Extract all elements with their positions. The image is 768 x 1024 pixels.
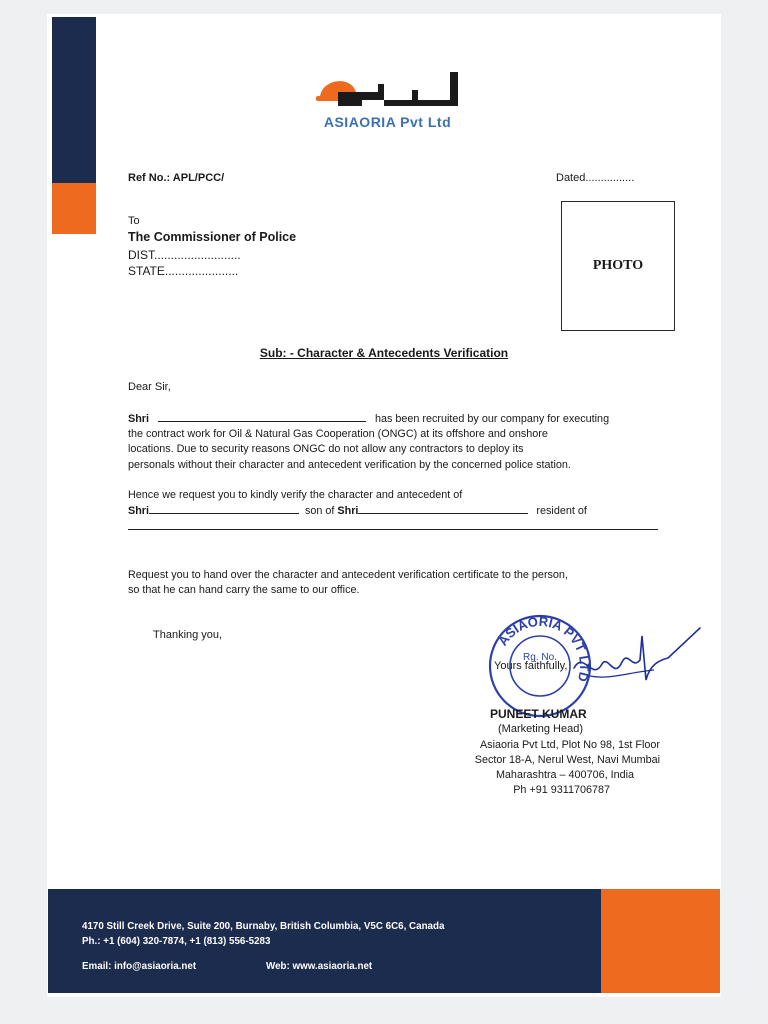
photo-box: [561, 201, 675, 331]
footer-email: Email: info@asiaoria.net: [82, 961, 197, 972]
footer-phone: Ph.: +1 (604) 320-7874, +1 (813) 556-5283: [82, 936, 271, 947]
salutation: Dear Sir,: [128, 381, 171, 393]
name-blank: [158, 411, 366, 422]
photo-label: PHOTO: [592, 258, 644, 273]
para1-line1: [128, 411, 668, 427]
thanking-you: Thanking you,: [153, 629, 223, 641]
paragraph-handover: [128, 568, 668, 598]
shri-label-3: Shri: [337, 505, 359, 518]
resident-of-label: resident of: [536, 505, 587, 518]
para1-text: has been recruited by our company for executing: [375, 413, 610, 425]
address-line-1: Asiaoria Pvt Ltd, Plot No 98, 1st Floor: [479, 739, 660, 751]
company-name: ASIAORIA Pvt Ltd: [323, 114, 452, 130]
footer-address: 4170 Still Creek Drive, Suite 200, Burnaby, British Columbia, V5C 6C6, Canada: [82, 921, 445, 932]
shri-label: Shri: [128, 413, 149, 425]
footer-orange-block: [601, 889, 720, 993]
addressee-state: STATE......................: [128, 264, 239, 278]
paragraph-recruitment: [128, 411, 668, 473]
addressee-title: The Commissioner of Police: [128, 230, 297, 244]
signatory-address: [420, 738, 660, 798]
subject-line: Sub: - Character & Antecedents Verification: [259, 346, 509, 360]
para3-line1: Request you to hand over the character and antecedent verification certificate to the person,: [128, 569, 568, 581]
side-stripe-orange: [52, 183, 96, 234]
dated-field: Dated................: [556, 172, 635, 184]
address-blank-line: [128, 529, 658, 530]
para3-line2: so that he can hand carry the same to our office.: [128, 584, 360, 597]
para2-line2: [128, 503, 668, 519]
son-of-label: son of: [305, 505, 335, 518]
para1-line3: locations. Due to security reasons ONGC do not allow any contractors to deploy its: [128, 443, 524, 456]
paragraph-request: [128, 488, 668, 530]
stamp-center-text: Rg. No.: [523, 652, 557, 663]
para1-line2: the contract work for Oil & Natural Gas Cooperation (ONGC) at its offshore and onshore: [128, 428, 548, 441]
candidate-name-blank: [149, 503, 299, 514]
phone-number: Ph +91 9311706787: [513, 784, 610, 796]
signatory-designation: (Marketing Head): [498, 723, 583, 735]
to-label: To: [128, 215, 140, 227]
para2-line1: Hence we request you to kindly verify the character and antecedent of: [128, 489, 463, 501]
signature: [570, 620, 705, 700]
yours-faithfully: Yours faithfully,: [494, 660, 568, 672]
footer-web: Web: www.asiaoria.net: [266, 961, 373, 972]
addressee-dist: DIST..........................: [128, 248, 241, 262]
shri-label-2: Shri: [128, 505, 149, 518]
address-line-3: Maharashtra – 400706, India: [495, 769, 634, 781]
signatory-name: PUNEET KUMAR: [490, 707, 587, 721]
side-stripe-navy: [52, 17, 96, 183]
stamp-ring-text: ASIAORIA PVT LTD: [494, 613, 593, 684]
father-name-blank: [358, 503, 528, 514]
ref-number: Ref No.: APL/PCC/: [128, 172, 225, 184]
para1-line4: personals without their character and antecedent verification by the concerned police station.: [128, 458, 571, 471]
address-line-2: Sector 18-A, Nerul West, Navi Mumbai: [474, 754, 660, 766]
